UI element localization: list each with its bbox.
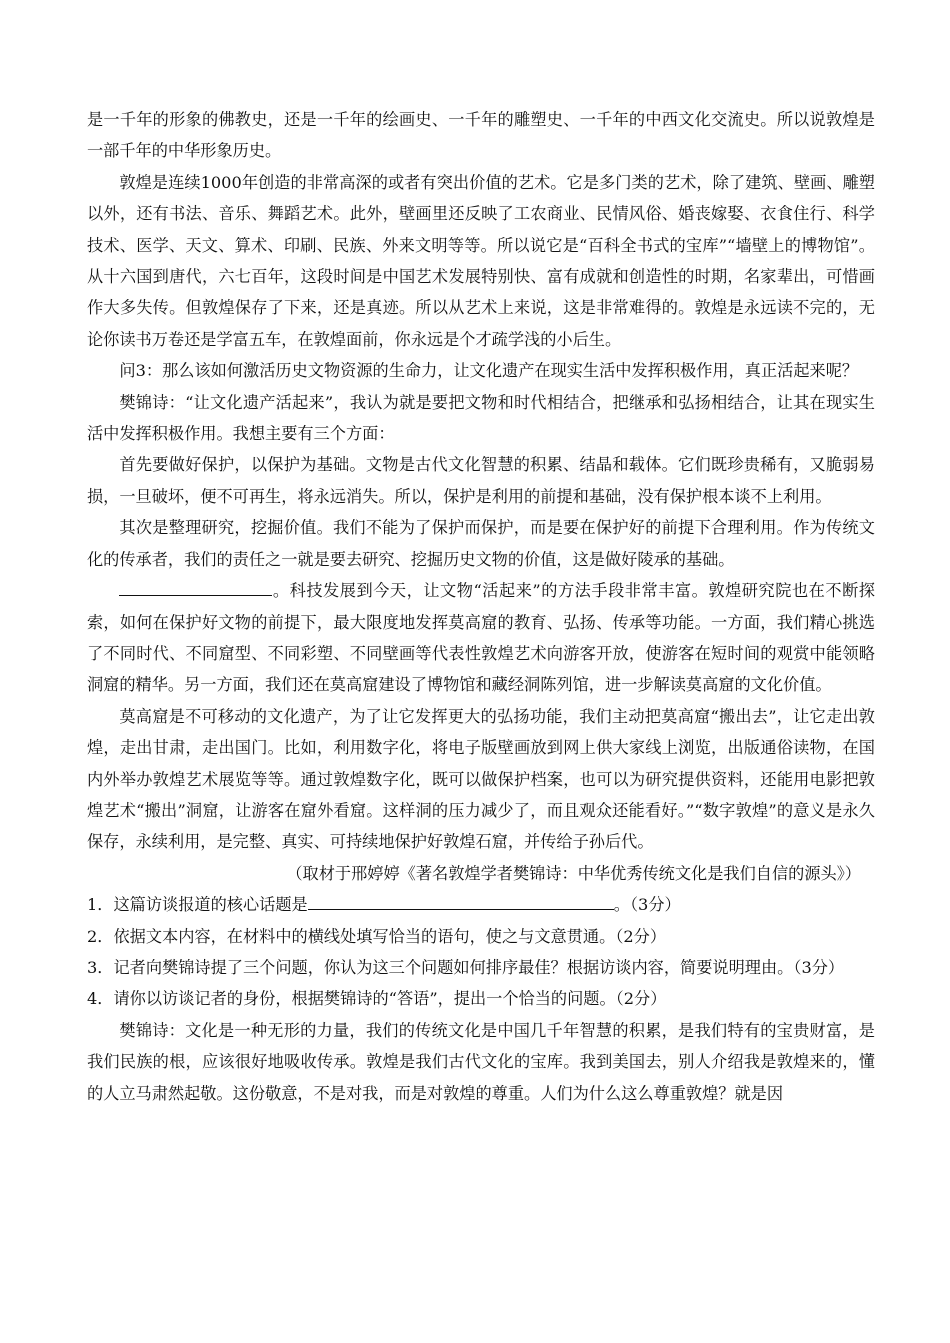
question-1-text: 1．这篇访谈报道的核心话题是 [87,895,308,915]
question-4: 4．请你以访谈记者的身份，根据樊锦诗的“答语”，提出一个恰当的问题。（2分） [87,989,667,1009]
question-1-score: 。（3分） [613,895,681,915]
document-page [87,104,875,1109]
answer-blank-line [119,578,272,596]
paragraph-research: 其次是整理研究，挖掘价值。我们不能为了保护而保护，而是要在保护好的前提下合理利用。作为传统文化的传承者，我们的责任之一就是要去研究、挖掘历史文物的价值，这是做好陵承的基础。 [87,518,875,569]
source-citation: （取材于邢婷婷《著名敦煌学者樊锦诗：中华优秀传统文化是我们自信的源头》） [286,863,861,883]
question-1-blank [308,892,614,910]
paragraph-history-summary: 是一千年的形象的佛教史，还是一千年的绘画史、一千年的雕塑史、一千年的中西文化交流史。所以说敦煌是一部千年的中华形象历史。 [87,110,875,161]
paragraph-fill-blank-text: 。科技发展到今天，让文物“活起来”的方法手段非常丰富。敦煌研究院也在不断探索，如何在保护好文物的前提下，最大限度地发挥莫高窟的教育、弘扬、传承等功能。一方面，我们精心挑选了不同时代、不同窟型、不同彩塑、不同壁画等代表性敦煌艺术向游客开放，使游客在短时间的观赏中能领略洞窟的精华。另一方面，我们还在莫高窟建设了博物馆和藏经洞陈列馆，进一步解读莫高窟的文化价值。 [87,581,875,695]
paragraph-art-value: 敦煌是连续1000年创造的非常高深的或者有突出价值的艺术。它是多门类的艺术，除了建筑、壁画、雕塑以外，还有书法、音乐、舞蹈艺术。此外，壁画里还反映了工农商业、民情风俗、婚丧嫁娶、衣食住行、科学技术、医学、天文、算术、印刷、民族、外来文明等等。所以说它是“百科全书式的宝库”“墙壁上的博物馆”。从十六国到唐代，六七百年，这段时间是中国艺术发展特别快、富有成就和创造性的时期，名家辈出，可惜画作大多失传。但敦煌保存了下来，还是真迹。所以从艺术上来说，这是非常难得的。敦煌是永远读不完的，无论你读书万卷还是学富五车，在敦煌面前，你永远是个才疏学浅的小后生。 [87,172,875,349]
paragraph-fill-blank [87,575,875,701]
question-2: 2．依据文本内容，在材料中的横线处填写恰当的语句，使之与文意贯通。（2分） [87,926,667,946]
question-1 [87,889,875,920]
paragraph-protection: 首先要做好保护，以保护为基础。文物是古代文化智慧的积累、结晶和载体。它们既珍贵稀有，又脆弱易损，一旦破坏，便不可再生，将永远消失。所以，保护是利用的前提和基础，没有保护根本谈不上利用。 [87,455,875,506]
interview-question-3: 问3：那么该如何激活历史文物资源的生命力，让文化遗产在现实生活中发挥积极作用，真正活起来呢？ [119,361,859,381]
question-3: 3．记者向樊锦诗提了三个问题，你认为这三个问题如何排序最佳？根据访谈内容，简要说明理由。（3分） [87,957,845,977]
paragraph-digital-dunhuang: 莫高窟是不可移动的文化遗产，为了让它发挥更大的弘扬功能，我们主动把莫高窟“搬出去”，让它走出敦煌，走出甘肃，走出国门。比如，利用数字化，将电子版壁画放到网上供大家线上浏览，出版通俗读物，在国内外举办敦煌艺术展览等等。通过敦煌数字化，既可以做保护档案，也可以为研究提供资料，还能用电影把敦煌艺术“搬出”洞窟，让游客在窟外看窟。这样洞的压力减少了，而且观众还能看好。”“数字敦煌”的意义是永久保存，永续利用，是完整、真实、可持续地保护好敦煌石窟，并传给子孙后代。 [87,706,875,852]
paragraph-closing: 樊锦诗：文化是一种无形的力量，我们的传统文化是中国几千年智慧的积累，是我们特有的宝贵财富，是我们民族的根，应该很好地吸收传承。敦煌是我们古代文化的宝库。我到美国去，别人介绍我是敦煌来的，懂的人立马肃然起敬。这份敬意，不是对我，而是对敦煌的尊重。人们为什么这么尊重敦煌？就是因 [87,1020,875,1103]
answer-intro: 樊锦诗：“让文化遗产活起来”，我认为就是要把文物和时代相结合，把继承和弘扬相结合，让其在现实生活中发挥积极作用。我想主要有三个方面： [87,392,875,444]
